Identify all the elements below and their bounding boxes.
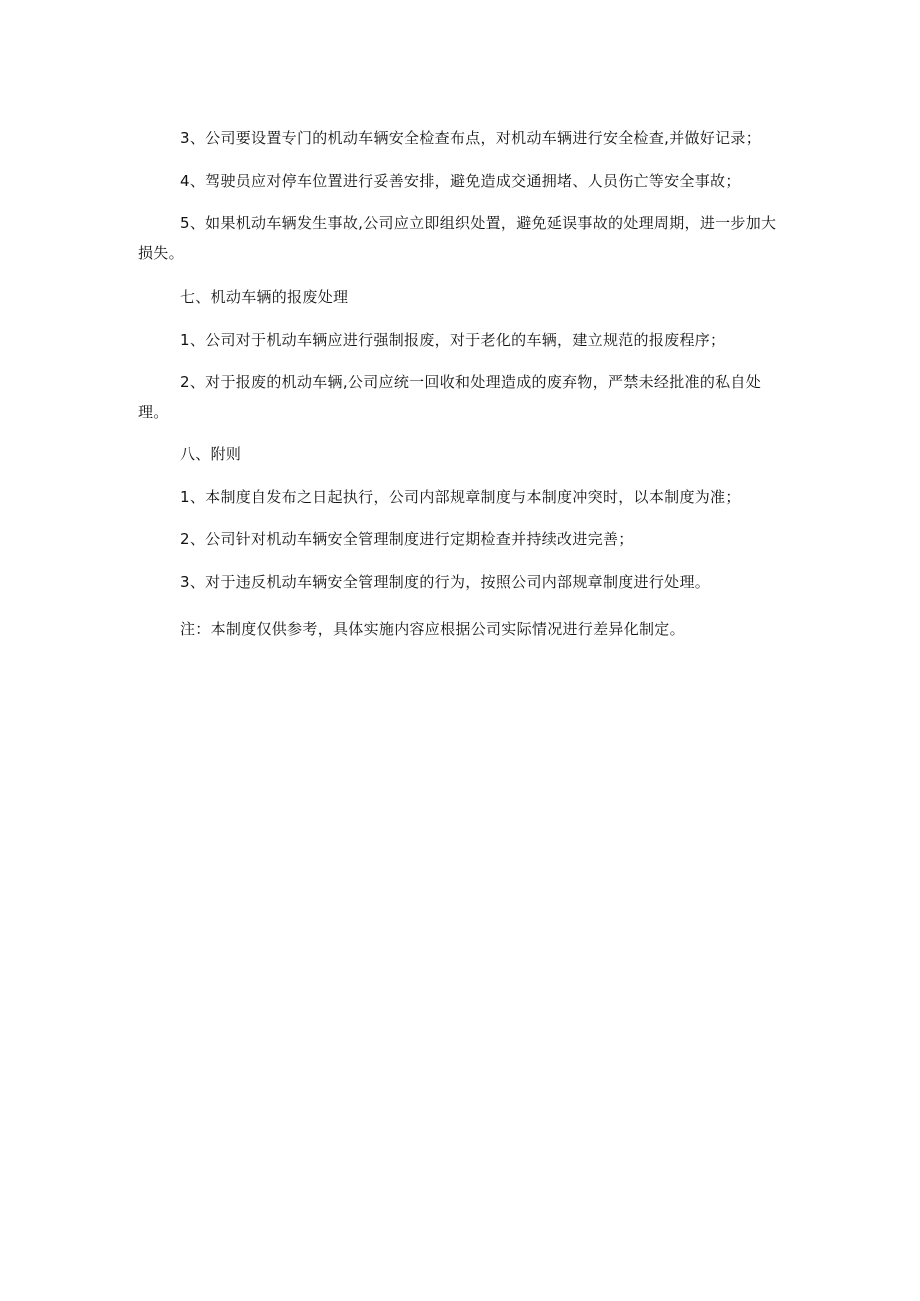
- paragraph-appendix-item-3: 3、对于违反机动车辆安全管理制度的行为，按照公司内部规章制度进行处理。: [180, 573, 711, 591]
- paragraph-appendix-item-1: 1、本制度自发布之日起执行，公司内部规章制度与本制度冲突时，以本制度为准；: [180, 488, 741, 506]
- heading-section-seven: 七、机动车辆的报废处理: [180, 288, 349, 306]
- paragraph-note: 注：本制度仅供参考，具体实施内容应根据公司实际情况进行差异化制定。: [180, 620, 685, 638]
- paragraph-safety-item-3: 3、公司要设置专门的机动车辆安全检查布点，对机动车辆进行安全检查,并做好记录；: [180, 129, 762, 147]
- paragraph-safety-item-4: 4、驾驶员应对停车位置进行妥善安排，避免造成交通拥堵、人员伤亡等安全事故；: [180, 172, 741, 190]
- paragraph-safety-item-5: 5、如果机动车辆发生事故,公司应立即组织处置，避免延误事故的处理周期，进一步加大: [180, 214, 777, 232]
- paragraph-scrap-item-2-continued: 理。: [138, 403, 169, 421]
- paragraph-scrap-item-2: 2、对于报废的机动车辆,公司应统一回收和处理造成的废弃物，严禁未经批准的私自处: [180, 373, 762, 391]
- paragraph-safety-item-5-continued: 损失。: [138, 244, 184, 262]
- paragraph-scrap-item-1: 1、公司对于机动车辆应进行强制报废，对于老化的车辆，建立规范的报废程序；: [180, 331, 726, 349]
- paragraph-appendix-item-2: 2、公司针对机动车辆安全管理制度进行定期检查并持续改进完善；: [180, 530, 634, 548]
- heading-section-eight: 八、附则: [180, 445, 242, 463]
